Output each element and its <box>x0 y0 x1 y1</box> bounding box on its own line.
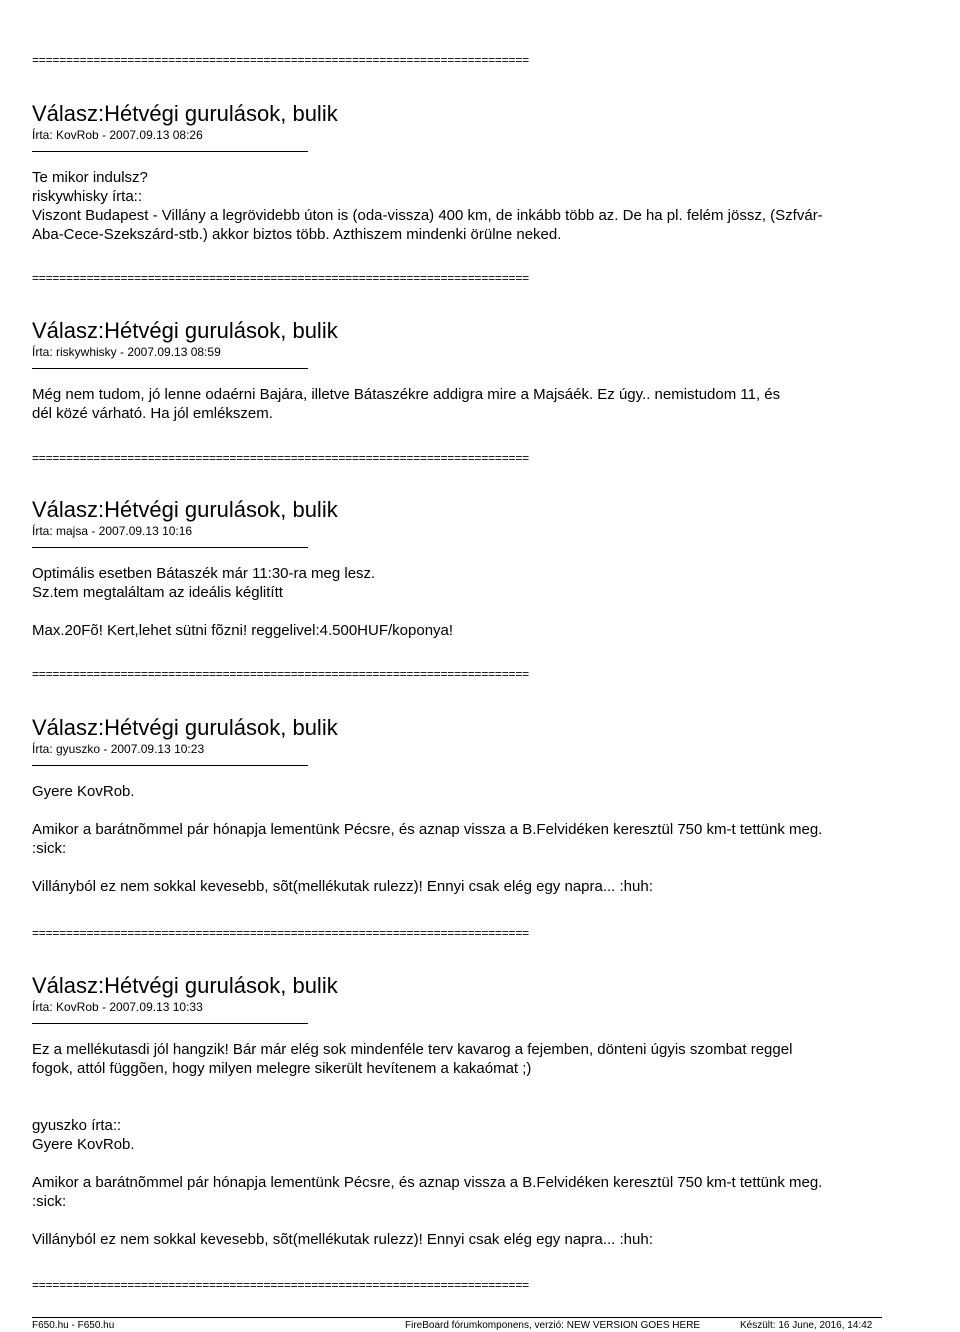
quote-line: Amikor a barátnõmmel pár hónapja lementünk Pécsre, és aznap vissza a B.Felvidéken keresztül 750 km-t tettünk meg. <box>32 1174 823 1191</box>
forum-post <box>32 318 932 423</box>
footer-software: FireBoard fórumkomponens, verzió: NEW VERSION GOES HERE <box>405 1320 701 1331</box>
separator-line: ========================================================================= <box>32 54 529 66</box>
footer-generated: Készült: 16 June, 2016, 14:42 <box>740 1320 873 1331</box>
separator-line: ========================================================================= <box>32 927 529 939</box>
post-meta: Írta: gyuszko - 2007.09.13 10:23 <box>32 742 205 756</box>
post-title: Válasz:Hétvégi gurulások, bulik <box>32 497 338 522</box>
post-body <box>32 168 932 244</box>
post-line: Ez a mellékutasdi jól hangzik! Bár már elég sok mindenféle terv kavarog a fejemben, dönteni úgyis szombat reggel <box>32 1041 793 1058</box>
post-line: Gyere KovRob. <box>32 783 135 800</box>
post-line: :sick: <box>32 840 67 857</box>
separator-line: ========================================================================= <box>32 452 529 464</box>
post-line: Amikor a barátnõmmel pár hónapja lementünk Pécsre, és aznap vissza a B.Felvidéken keresztül 750 km-t tettünk meg. <box>32 821 823 838</box>
post-line: Viszont Budapest - Villány a legrövidebb úton is (oda-vissza) 400 km, de inkább több az. De ha pl. felém jössz, (Szfvár- <box>32 207 823 224</box>
post-meta: Írta: KovRob - 2007.09.13 10:33 <box>32 1000 203 1014</box>
post-title: Válasz:Hétvégi gurulások, bulik <box>32 101 338 126</box>
forum-post <box>32 715 932 896</box>
post-body <box>32 564 932 640</box>
post-line: Te mikor indulsz? <box>32 169 148 186</box>
post-divider <box>32 368 308 369</box>
post-meta: Írta: riskywhisky - 2007.09.13 08:59 <box>32 345 221 359</box>
post-title: Válasz:Hétvégi gurulások, bulik <box>32 973 338 998</box>
post-body <box>32 782 932 896</box>
post-divider <box>32 151 308 152</box>
forum-post <box>32 497 932 640</box>
post-line: dél közé várható. Ha jól emlékszem. <box>32 405 273 422</box>
post-body <box>32 1040 932 1249</box>
post-divider <box>32 1023 308 1024</box>
post-line: Még nem tudom, jó lenne odaérni Bajára, illetve Bátaszékre addigra mire a Majsáék. Ez úgy.. nemistudom 11, és <box>32 386 781 403</box>
separator-line: ========================================================================= <box>32 668 529 680</box>
post-title: Válasz:Hétvégi gurulások, bulik <box>32 318 338 343</box>
forum-post <box>32 101 932 244</box>
separator-line: ========================================================================= <box>32 1279 529 1291</box>
forum-post <box>32 973 932 1249</box>
post-line: riskywhisky írta:: <box>32 188 143 205</box>
post-divider <box>32 547 308 548</box>
post-title: Válasz:Hétvégi gurulások, bulik <box>32 715 338 740</box>
post-line: Sz.tem megtaláltam az ideális kéglitítt <box>32 584 283 601</box>
post-divider <box>32 765 308 766</box>
separator-line: ========================================================================= <box>32 272 529 284</box>
quote-line: :sick: <box>32 1193 67 1210</box>
post-line: Max.20Fõ! Kert,lehet sütni fõzni! reggelivel:4.500HUF/koponya! <box>32 622 454 639</box>
quote-author: gyuszko írta:: <box>32 1117 122 1134</box>
post-body <box>32 385 932 423</box>
post-line: Aba-Cece-Szekszárd-stb.) akkor biztos több. Azthiszem mindenki örülne neked. <box>32 226 562 243</box>
footer-site: F650.hu - F650.hu <box>32 1320 115 1331</box>
post-line: Villányból ez nem sokkal kevesebb, sõt(mellékutak rulezz)! Ennyi csak elég egy napra... :huh: <box>32 878 653 895</box>
post-line: fogok, attól függõen, hogy milyen melegre sikerült hevítenem a kakaómat ;) <box>32 1060 532 1077</box>
page-footer <box>32 1317 882 1332</box>
post-line: Optimális esetben Bátaszék már 11:30-ra meg lesz. <box>32 565 376 582</box>
quote-line: Gyere KovRob. <box>32 1136 135 1153</box>
post-meta: Írta: majsa - 2007.09.13 10:16 <box>32 524 193 538</box>
quote-line: Villányból ez nem sokkal kevesebb, sõt(mellékutak rulezz)! Ennyi csak elég egy napra... :huh: <box>32 1231 653 1248</box>
post-meta: Írta: KovRob - 2007.09.13 08:26 <box>32 128 203 142</box>
